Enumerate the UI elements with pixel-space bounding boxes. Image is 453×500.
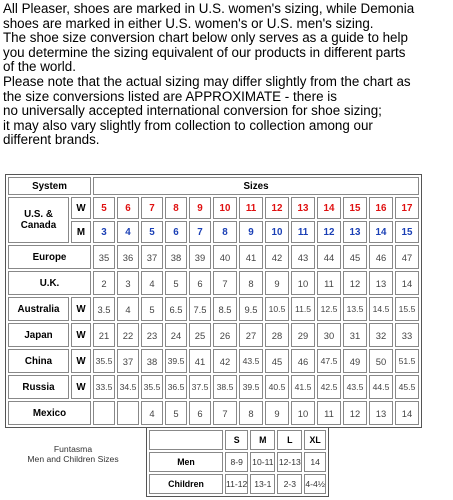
us-men-size: 15 bbox=[395, 221, 419, 243]
intro-line: Please note that the actual sizing may differ slightly from the chart as bbox=[3, 73, 411, 89]
size-cell: 3 bbox=[117, 271, 139, 295]
size-cell: 39 bbox=[189, 245, 211, 269]
size-cell: 26 bbox=[213, 323, 237, 347]
row-label: Japan bbox=[8, 323, 69, 347]
size-cell: 23 bbox=[141, 323, 163, 347]
funtasma-row bbox=[149, 474, 326, 494]
intro-line: of the world. bbox=[3, 59, 76, 75]
size-cell: 38.5 bbox=[213, 375, 237, 399]
size-cell: 46 bbox=[369, 245, 393, 269]
us-women-size: 11 bbox=[239, 197, 263, 219]
size-cell: 51.5 bbox=[395, 349, 419, 373]
us-men-size: 14 bbox=[369, 221, 393, 243]
intro-line: no universally accepted international conversion for shoe sizing; bbox=[3, 103, 382, 119]
size-row bbox=[8, 245, 419, 269]
size-cell: 45.5 bbox=[395, 375, 419, 399]
size-cell: 29 bbox=[291, 323, 315, 347]
system-header: System bbox=[8, 177, 91, 195]
size-cell: 41.5 bbox=[291, 375, 315, 399]
funtasma-subtitle: Men and Children Sizes bbox=[27, 454, 119, 464]
size-cell: 5 bbox=[141, 297, 163, 321]
size-cell: 34.5 bbox=[117, 375, 139, 399]
size-cell: 9 bbox=[265, 271, 289, 295]
funtasma-size-cell: 10-11 bbox=[250, 452, 275, 472]
funtasma-row bbox=[149, 452, 326, 472]
size-cell: 24 bbox=[165, 323, 187, 347]
us-men-size: 12 bbox=[317, 221, 341, 243]
intro-line: you determine the sizing equivalent of our products in different parts bbox=[3, 44, 406, 60]
size-cell: 47.5 bbox=[317, 349, 341, 373]
size-cell: 5 bbox=[165, 271, 187, 295]
size-cell: 40 bbox=[213, 245, 237, 269]
size-cell: 27 bbox=[239, 323, 263, 347]
size-cell: 43.5 bbox=[343, 375, 367, 399]
size-cell: 37 bbox=[141, 245, 163, 269]
size-cell: 14 bbox=[395, 271, 419, 295]
size-cell bbox=[93, 401, 115, 425]
size-cell: 21 bbox=[93, 323, 115, 347]
us-men-size: 13 bbox=[343, 221, 367, 243]
funtasma-size-cell: 13-1 bbox=[250, 474, 275, 494]
row-label: U.K. bbox=[8, 271, 91, 295]
us-men-code: M bbox=[71, 221, 91, 243]
size-cell: 36.5 bbox=[165, 375, 187, 399]
size-cell: 35.5 bbox=[93, 349, 115, 373]
size-cell: 45 bbox=[343, 245, 367, 269]
funtasma-row-label: Children bbox=[149, 474, 223, 494]
size-cell: 49 bbox=[343, 349, 367, 373]
row-code: W bbox=[71, 297, 91, 321]
funtasma-corner-cell bbox=[149, 430, 223, 450]
funtasma-title: Funtasma bbox=[53, 444, 93, 454]
us-women-size: 17 bbox=[395, 197, 419, 219]
us-women-size: 8 bbox=[165, 197, 187, 219]
row-label: Australia bbox=[8, 297, 69, 321]
size-cell: 4 bbox=[117, 297, 139, 321]
size-row bbox=[8, 271, 419, 295]
size-cell: 13 bbox=[369, 271, 393, 295]
size-cell: 35 bbox=[93, 245, 115, 269]
size-cell: 38 bbox=[165, 245, 187, 269]
size-cell: 3.5 bbox=[93, 297, 115, 321]
funtasma-size-table bbox=[146, 427, 329, 497]
size-cell: 40.5 bbox=[265, 375, 289, 399]
size-cell: 7 bbox=[213, 401, 237, 425]
intro-line: shoes are marked in either U.S. women's or U.S. men's sizing. bbox=[3, 15, 374, 31]
us-women-size: 12 bbox=[265, 197, 289, 219]
size-cell: 10.5 bbox=[265, 297, 289, 321]
us-men-size: 6 bbox=[165, 221, 187, 243]
funtasma-size-cell: 11-12 bbox=[225, 474, 248, 494]
size-cell: 6.5 bbox=[165, 297, 187, 321]
funtasma-size-cell: 14 bbox=[304, 452, 326, 472]
sizes-header: Sizes bbox=[93, 177, 419, 195]
size-cell: 45 bbox=[265, 349, 289, 373]
us-women-size: 15 bbox=[343, 197, 367, 219]
us-women-size: 10 bbox=[213, 197, 237, 219]
size-cell: 10 bbox=[291, 401, 315, 425]
size-cell: 33.5 bbox=[93, 375, 115, 399]
intro-line: All Pleaser, shoes are marked in U.S. women's sizing, while Demonia bbox=[3, 1, 415, 16]
size-row bbox=[8, 375, 419, 399]
size-cell: 46 bbox=[291, 349, 315, 373]
size-cell: 42 bbox=[265, 245, 289, 269]
size-cell: 12 bbox=[343, 401, 367, 425]
row-label: Mexico bbox=[8, 401, 91, 425]
size-cell: 9.5 bbox=[239, 297, 263, 321]
funtasma-size-cell: 2-3 bbox=[277, 474, 302, 494]
row-code: W bbox=[71, 349, 91, 373]
row-code: W bbox=[71, 323, 91, 347]
size-cell: 44 bbox=[317, 245, 341, 269]
size-cell: 12 bbox=[343, 271, 367, 295]
size-cell: 13 bbox=[369, 401, 393, 425]
us-men-size: 10 bbox=[265, 221, 289, 243]
size-cell: 43.5 bbox=[239, 349, 263, 373]
size-cell bbox=[117, 401, 139, 425]
size-cell: 41 bbox=[239, 245, 263, 269]
us-men-size: 8 bbox=[213, 221, 237, 243]
size-cell: 30 bbox=[317, 323, 341, 347]
us-women-size: 7 bbox=[141, 197, 163, 219]
size-cell: 47 bbox=[395, 245, 419, 269]
size-cell: 33 bbox=[395, 323, 419, 347]
funtasma-size-header: L bbox=[277, 430, 302, 450]
intro-line: different brands. bbox=[3, 132, 100, 148]
row-label: Russia bbox=[8, 375, 69, 399]
size-cell: 6 bbox=[189, 401, 211, 425]
us-women-size: 14 bbox=[317, 197, 341, 219]
size-row bbox=[8, 401, 419, 425]
us-men-size: 9 bbox=[239, 221, 263, 243]
funtasma-caption bbox=[6, 444, 140, 464]
size-cell: 9 bbox=[265, 401, 289, 425]
size-cell: 39.5 bbox=[165, 349, 187, 373]
size-cell: 2 bbox=[93, 271, 115, 295]
size-cell: 5 bbox=[165, 401, 187, 425]
intro-line: The shoe size conversion chart below only serves as a guide to help bbox=[3, 30, 408, 46]
size-cell: 11.5 bbox=[291, 297, 315, 321]
size-cell: 42.5 bbox=[317, 375, 341, 399]
size-cell: 12.5 bbox=[317, 297, 341, 321]
funtasma-size-cell: 8-9 bbox=[225, 452, 248, 472]
funtasma-size-header: M bbox=[250, 430, 275, 450]
size-cell: 8 bbox=[239, 271, 263, 295]
size-cell: 38 bbox=[141, 349, 163, 373]
size-cell: 14.5 bbox=[369, 297, 393, 321]
size-cell: 31 bbox=[343, 323, 367, 347]
size-cell: 14 bbox=[395, 401, 419, 425]
size-row bbox=[8, 323, 419, 347]
size-cell: 32 bbox=[369, 323, 393, 347]
size-cell: 22 bbox=[117, 323, 139, 347]
size-cell: 36 bbox=[117, 245, 139, 269]
us-men-size: 5 bbox=[141, 221, 163, 243]
us-men-size: 4 bbox=[117, 221, 139, 243]
us-women-size: 6 bbox=[117, 197, 139, 219]
size-cell: 4 bbox=[141, 271, 163, 295]
size-cell: 35.5 bbox=[141, 375, 163, 399]
size-cell: 42 bbox=[213, 349, 237, 373]
us-men-size: 7 bbox=[189, 221, 211, 243]
size-cell: 44.5 bbox=[369, 375, 393, 399]
us-women-size: 13 bbox=[291, 197, 315, 219]
size-cell: 13.5 bbox=[343, 297, 367, 321]
row-label: Europe bbox=[8, 245, 91, 269]
us-women-size: 16 bbox=[369, 197, 393, 219]
funtasma-size-cell: 4-4½ bbox=[304, 474, 326, 494]
size-row bbox=[8, 297, 419, 321]
funtasma-size-cell: 12-13 bbox=[277, 452, 302, 472]
size-cell: 37.5 bbox=[189, 375, 211, 399]
size-cell: 28 bbox=[265, 323, 289, 347]
size-cell: 8.5 bbox=[213, 297, 237, 321]
size-conversion-chart bbox=[5, 174, 422, 428]
size-cell: 11 bbox=[317, 401, 341, 425]
us-canada-label: U.S. & Canada bbox=[8, 197, 69, 243]
funtasma-row-label: Men bbox=[149, 452, 223, 472]
size-cell: 10 bbox=[291, 271, 315, 295]
row-label: China bbox=[8, 349, 69, 373]
us-women-size: 5 bbox=[93, 197, 115, 219]
us-women-code: W bbox=[71, 197, 91, 219]
size-cell: 50 bbox=[369, 349, 393, 373]
size-cell: 37 bbox=[117, 349, 139, 373]
size-cell: 39.5 bbox=[239, 375, 263, 399]
funtasma-size-header: S bbox=[225, 430, 248, 450]
size-cell: 15.5 bbox=[395, 297, 419, 321]
size-row bbox=[8, 349, 419, 373]
us-men-size: 3 bbox=[93, 221, 115, 243]
size-cell: 43 bbox=[291, 245, 315, 269]
size-cell: 7.5 bbox=[189, 297, 211, 321]
size-cell: 25 bbox=[189, 323, 211, 347]
us-women-size: 9 bbox=[189, 197, 211, 219]
funtasma-size-header: XL bbox=[304, 430, 326, 450]
size-cell: 11 bbox=[317, 271, 341, 295]
size-cell: 6 bbox=[189, 271, 211, 295]
size-cell: 41 bbox=[189, 349, 211, 373]
size-cell: 8 bbox=[239, 401, 263, 425]
intro-line: the size conversions listed are APPROXIMATE - there is bbox=[3, 88, 337, 104]
us-men-size: 11 bbox=[291, 221, 315, 243]
size-cell: 4 bbox=[141, 401, 163, 425]
intro-line: it may also vary slightly from collection to collection among our bbox=[3, 117, 373, 133]
row-code: W bbox=[71, 375, 91, 399]
intro-text bbox=[3, 2, 453, 148]
size-cell: 7 bbox=[213, 271, 237, 295]
